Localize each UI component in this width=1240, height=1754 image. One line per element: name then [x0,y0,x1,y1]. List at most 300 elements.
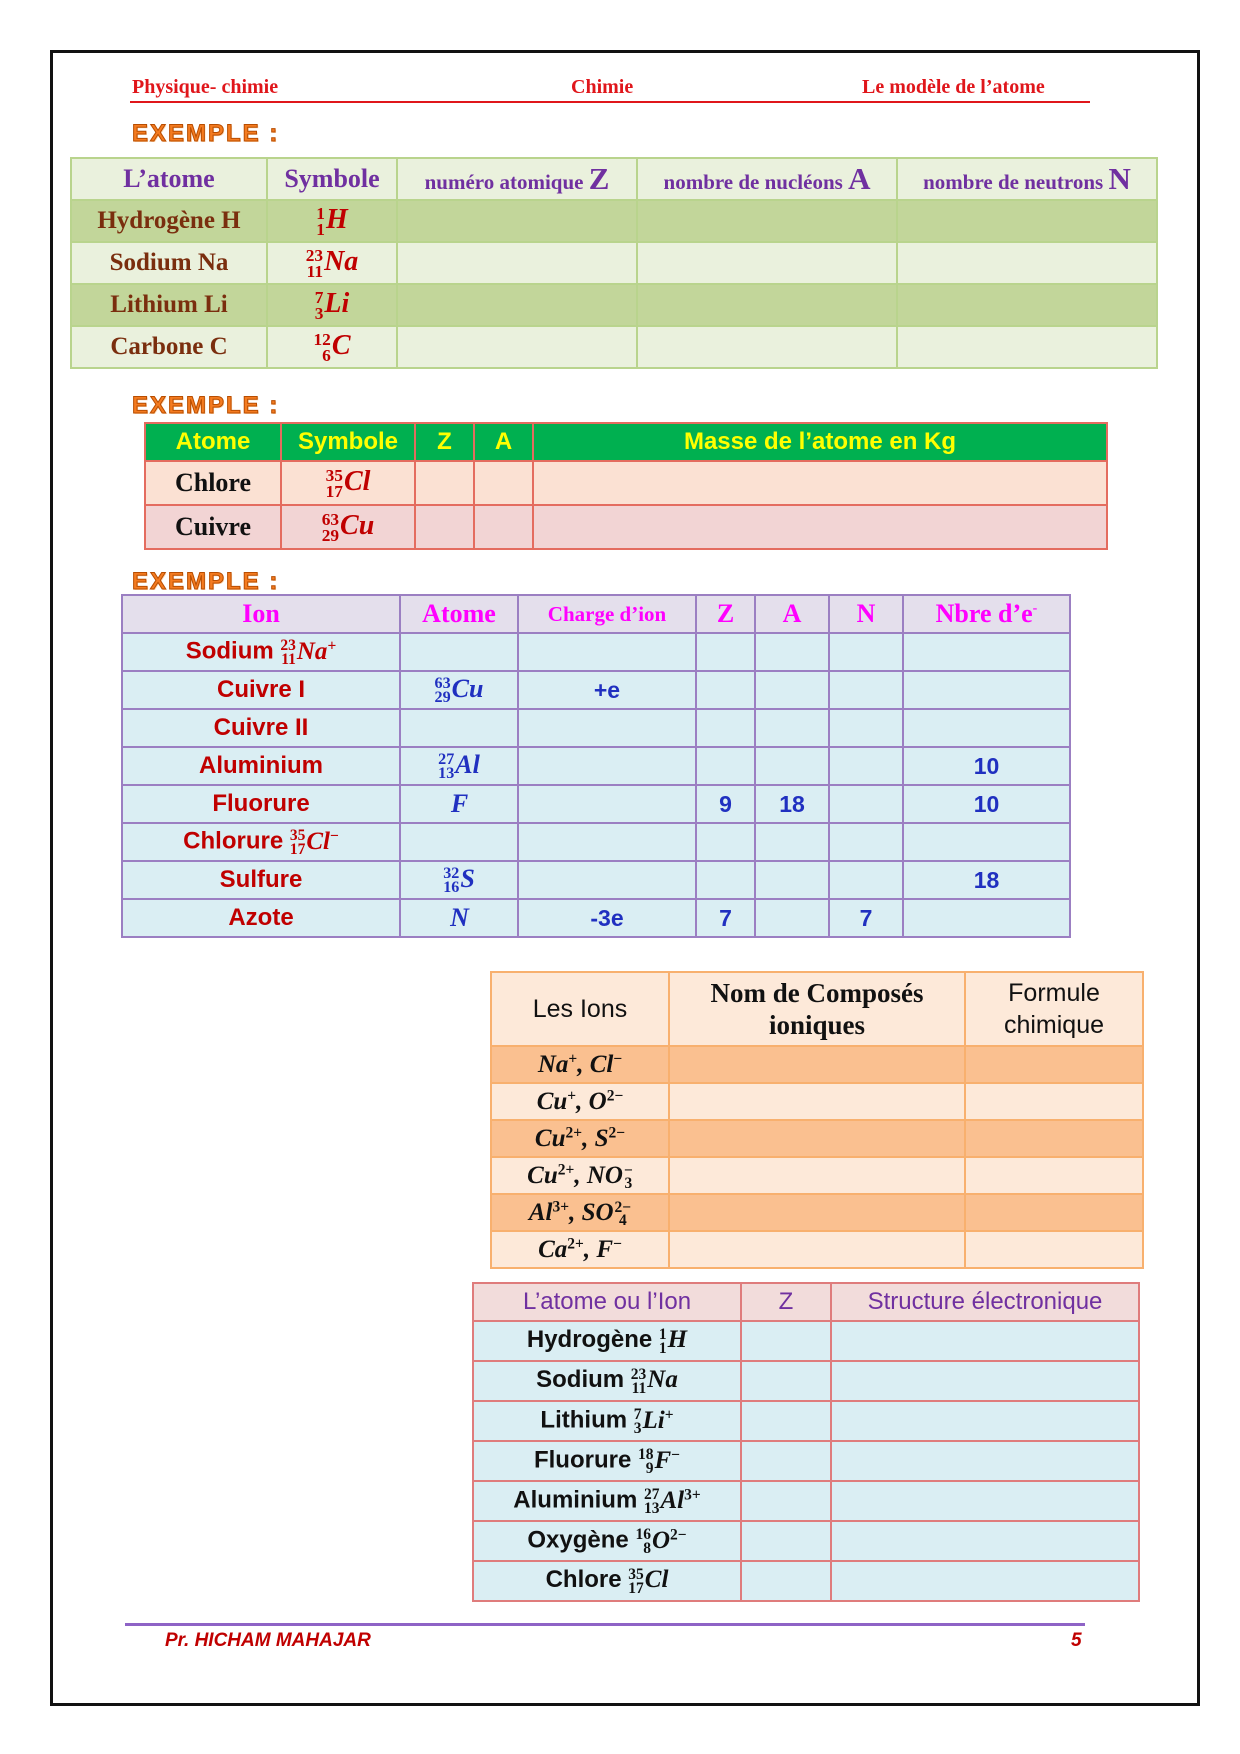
nuclide-numbers [434,674,451,707]
nuclide-symbol: 35 17 Cl [281,461,415,505]
nuclide-symbol [628,1565,669,1597]
atomic-number: 13 [643,1499,660,1517]
header-cell: nombre de neutrons N [897,158,1157,200]
table-row [473,1361,1139,1401]
structure-cell[interactable] [831,1561,1139,1601]
example-label-1: EXEMPLE : [132,120,280,147]
table-row [473,1321,1139,1361]
table-row [71,242,1157,284]
nuclide-numbers [443,864,460,897]
atom-cell[interactable] [400,709,518,747]
ionic-compounds-table [490,971,1144,1269]
header-cell: Symbole [281,423,415,461]
mass-number: 27 [643,1485,660,1503]
header-cell: Les Ions [491,972,669,1046]
table-row [473,1441,1139,1481]
header-cell: Charge d’ion [518,595,696,633]
table-row [122,823,1070,861]
structure-cell[interactable] [831,1481,1139,1521]
ion-pair: Na+, Cl− [537,1050,623,1078]
species-name: Oxygène [527,1526,636,1554]
nuclide-symbol [450,789,468,818]
electronic-structure-table [472,1282,1140,1602]
charge-cell: +e [518,671,696,709]
z-cell[interactable] [696,861,755,899]
atom-name: Cuivre [145,505,281,549]
ion-charge: 2− [608,1124,626,1142]
header-cell: Nbre d’e- [903,595,1070,633]
mass-number: 23 [280,636,296,654]
atom-cell[interactable] [400,823,518,861]
answer-cell[interactable] [637,326,897,368]
e-cell[interactable] [903,671,1070,709]
ion-charge: 2+ [567,1235,584,1253]
ion-name [122,671,400,709]
nuclide-numbers [637,1445,654,1477]
atoms-table [70,157,1158,369]
header-cell: Atome [145,423,281,461]
species-name: Fluorure [533,1446,638,1474]
ion-charge: 2− [614,1198,632,1216]
a-cell[interactable] [755,709,829,747]
ion-element: O [588,1087,607,1115]
atomic-number: 17 [289,840,306,858]
ion-label: Chlorure [183,827,290,855]
z-cell[interactable] [696,633,755,671]
nuclide-symbol [633,1405,674,1437]
atomic-number: 17 [628,1579,644,1597]
ion-element: F [596,1235,614,1263]
z-cell[interactable] [696,671,755,709]
element-symbol: Al [660,1486,685,1514]
mass-number: 7 [633,1405,642,1423]
element-symbol: O [651,1526,670,1554]
element-symbol: Li [642,1406,665,1434]
species-cell [473,1401,741,1441]
ion-charge: + [567,1087,577,1105]
table-row [473,1521,1139,1561]
element-symbol: F [450,789,469,818]
compound-name-cell[interactable] [669,1231,965,1268]
species-cell [473,1481,741,1521]
nuclide-symbol [630,1365,678,1397]
header-cell: Masse de l’atome en Kg [533,423,1107,461]
atomic-number: 8 [643,1539,651,1557]
z-cell: 9 [696,785,755,823]
atom-name: Lithium Li [71,284,267,326]
ion-name [122,747,400,785]
ion-element: Al [528,1198,553,1226]
nuclide-numbers [280,636,296,668]
table-row [491,1157,1143,1194]
element-symbol: Cl [644,1566,669,1594]
compound-name-cell[interactable] [669,1120,965,1157]
table-header-row [122,595,1070,633]
nuclide-symbol: 23 11 Na [267,242,397,284]
answer-cell[interactable] [897,200,1157,242]
ion-name [122,823,400,861]
ion-charge: + [327,637,337,655]
e-cell[interactable] [903,823,1070,861]
nuclide-numbers [438,750,455,783]
atom-cell [400,861,518,899]
formula-cell[interactable] [965,1046,1143,1083]
element-symbol: N [450,903,469,932]
table-row [491,1046,1143,1083]
atomic-number: 16 [443,879,460,897]
footer-author: Pr. HICHAM MAHAJAR [165,1630,371,1651]
header-cell: N [829,595,903,633]
nuclide-symbol [637,1445,681,1477]
a-cell[interactable] [755,747,829,785]
charge-cell[interactable] [518,709,696,747]
structure-cell[interactable] [831,1521,1139,1561]
header-cell: numéro atomique Z [397,158,637,200]
answer-cell[interactable] [897,284,1157,326]
mass-number: 18 [637,1445,654,1463]
n-cell[interactable] [829,785,903,823]
ion-charge: 2+ [565,1124,583,1142]
z-cell[interactable] [741,1521,831,1561]
ion-charge: − [613,1050,623,1068]
compound-name-cell[interactable] [669,1194,965,1231]
element-symbol: Cu [451,674,484,704]
charge-cell[interactable] [518,823,696,861]
answer-cell[interactable] [397,242,637,284]
atomic-number: 1 [658,1339,667,1357]
nuclide-symbol [434,674,484,707]
table-row [122,899,1070,937]
atomic-number: 9 [645,1459,654,1477]
answer-cell[interactable] [397,200,637,242]
n-cell[interactable] [829,747,903,785]
answer-cell[interactable] [897,242,1157,284]
atom-name: Chlore [145,461,281,505]
compound-name-cell[interactable] [669,1157,965,1194]
header-rule [130,101,1090,103]
table-row [122,747,1070,785]
answer-cell[interactable] [397,326,637,368]
table-header-row [491,972,1143,1046]
header-cell: A [474,423,533,461]
ion-charge: − [671,1446,681,1464]
page-number: 5 [1071,1630,1082,1651]
z-cell[interactable] [741,1321,831,1361]
ion-label: Sodium [185,637,281,665]
atom-cell [400,785,518,823]
ion-name [122,785,400,823]
answer-cell[interactable] [397,284,637,326]
ion-name [122,633,400,671]
compound-name-cell[interactable] [669,1046,965,1083]
nuclide-symbol: 63 29 Cu [281,505,415,549]
a-cell[interactable] [755,633,829,671]
ions-cell [491,1046,669,1083]
formula-cell[interactable] [965,1231,1143,1268]
table-header-row [71,158,1157,200]
charge-cell[interactable] [518,861,696,899]
element-symbol: Na [647,1366,678,1394]
header-cell: Symbole [267,158,397,200]
species-name: Lithium [540,1406,634,1434]
structure-cell[interactable] [831,1361,1139,1401]
header-lesson: Le modèle de l’atome [862,76,1045,98]
a-cell[interactable] [755,899,829,937]
a-cell: 18 [755,785,829,823]
nuclide-symbol [289,826,339,858]
header-chapter: Chimie [571,76,634,98]
species-cell [473,1561,741,1601]
ion-name [122,709,400,747]
table-row [491,1083,1143,1120]
nuclide-symbol [658,1325,688,1357]
header-cell: L’atome [71,158,267,200]
ion-index-charge [623,1161,633,1192]
table-row [145,461,1107,505]
mass-number: 35 [628,1565,644,1583]
e-cell[interactable] [903,633,1070,671]
atom-mass-table [144,422,1108,550]
ion-element: Cu [534,1124,566,1152]
n-cell[interactable] [829,823,903,861]
ion-name [122,861,400,899]
atomic-number: 3 [633,1419,642,1437]
atom-name: Hydrogène H [71,200,267,242]
atomic-number: 13 [438,765,455,783]
mass-number: 35 [289,826,306,844]
ion-element: Cl [589,1050,614,1078]
ion-charge: − [613,1235,622,1253]
table-row [491,1194,1143,1231]
answer-cell[interactable] [637,200,897,242]
ion-charge: 3+ [684,1486,701,1504]
ions-cell [491,1231,669,1268]
ion-charge: 2− [606,1087,624,1105]
n-cell[interactable] [829,633,903,671]
atomic-number: 11 [631,1379,647,1397]
formula-cell[interactable] [965,1120,1143,1157]
ion-charge: + [568,1050,578,1068]
table-row [71,200,1157,242]
answer-cell[interactable] [415,461,474,505]
n-cell[interactable] [829,861,903,899]
atom-name: Carbone C [71,326,267,368]
header-cell: Nom de Composés ioniques [669,972,965,1046]
e-cell[interactable] [903,709,1070,747]
nuclide-numbers [289,826,306,858]
atom-name: Sodium Na [71,242,267,284]
header-cell: Z [696,595,755,633]
footer-rule [125,1623,1085,1626]
e-cell[interactable] [903,899,1070,937]
ion-index: 4 [618,1211,627,1229]
ion-charge: 3+ [552,1198,570,1216]
table-row [122,861,1070,899]
header-cell: Z [741,1283,831,1321]
table-row [122,709,1070,747]
formula-cell[interactable] [965,1194,1143,1231]
ions-table [121,594,1071,938]
nuclide-symbol [643,1485,701,1517]
table-row [473,1481,1139,1521]
header-cell: Formule chimique [965,972,1143,1046]
nuclide-numbers [643,1485,660,1517]
table-row [122,785,1070,823]
z-cell[interactable] [696,823,755,861]
formula-cell[interactable] [965,1157,1143,1194]
compound-name-cell[interactable] [669,1083,965,1120]
charge-cell[interactable] [518,785,696,823]
ion-charge: 2− [670,1526,687,1544]
ion-index: 3 [624,1174,633,1192]
ion-pair: $Cu^{2+}$, $S^{2-}$ [534,1124,626,1152]
table-row [491,1120,1143,1157]
charge-cell: -3e [518,899,696,937]
atomic-number: 29 [434,689,451,707]
ion-name [122,899,400,937]
header-cell: Z [415,423,474,461]
ion-pair: $Ca^{2+}$, F− [538,1235,622,1263]
nuclide-numbers [658,1325,667,1357]
a-cell[interactable] [755,861,829,899]
table-row [491,1231,1143,1268]
species-name: Sodium [536,1366,631,1394]
mass-number: 63 [434,674,451,692]
answer-cell[interactable] [897,326,1157,368]
ion-label: Sulfure [219,866,303,893]
ion-pair: $Cu^{2+}$, NO − 3 [527,1161,633,1192]
element-symbol: Cl [306,827,330,855]
z-cell[interactable] [696,709,755,747]
z-cell[interactable] [696,747,755,785]
charge-cell[interactable] [518,633,696,671]
e-cell: 18 [903,861,1070,899]
ion-element: Na [537,1050,569,1078]
ions-cell [491,1120,669,1157]
element-symbol: H [667,1326,688,1354]
mass-number: 32 [443,864,460,882]
ion-element: SO [581,1198,614,1226]
a-cell[interactable] [755,823,829,861]
ion-element: NO [586,1161,623,1189]
answer-cell[interactable] [637,242,897,284]
table-header-row [473,1283,1139,1321]
nuclide-numbers [628,1565,644,1597]
answer-cell[interactable] [474,505,533,549]
element-symbol: S [460,864,475,894]
e-cell: 10 [903,785,1070,823]
ions-cell [491,1083,669,1120]
ion-label: Cuivre I [216,676,306,703]
z-cell: 7 [696,899,755,937]
answer-cell[interactable] [415,505,474,549]
ion-pair: $Al^{3+}$, SO 2− 4 [528,1198,632,1229]
ion-charge: 2+ [557,1161,575,1179]
example-label-2: EXEMPLE : [132,392,280,419]
n-cell[interactable] [829,709,903,747]
example-label-3: EXEMPLE : [132,568,280,595]
structure-cell[interactable] [831,1401,1139,1441]
charge-cell[interactable] [518,747,696,785]
species-cell [473,1361,741,1401]
table-header-row [145,423,1107,461]
z-cell[interactable] [741,1561,831,1601]
ion-charge: + [664,1406,674,1424]
header-cell: Atome [400,595,518,633]
answer-cell[interactable] [474,461,533,505]
header-cell: Structure électronique [831,1283,1139,1321]
ion-label: Azote [228,904,294,931]
mass-number: 23 [630,1365,647,1383]
element-symbol: Al [455,750,480,780]
mass-number: 16 [635,1525,651,1543]
atom-cell [400,747,518,785]
atom-cell [400,671,518,709]
species-cell [473,1441,741,1481]
element-symbol: Na [296,637,328,665]
table-row [473,1401,1139,1441]
ion-charge: − [329,827,339,845]
structure-cell[interactable] [831,1441,1139,1481]
ions-cell [491,1194,669,1231]
z-cell[interactable] [741,1361,831,1401]
answer-cell[interactable] [533,461,1107,505]
atom-cell [400,899,518,937]
ions-cell [491,1157,669,1194]
ion-element: Cu [536,1087,568,1115]
z-cell[interactable] [741,1481,831,1521]
answer-cell[interactable] [533,505,1107,549]
table-row [71,326,1157,368]
nuclide-symbol: 1 1 H [267,200,397,242]
answer-cell[interactable] [637,284,897,326]
ion-label: Fluorure [212,790,310,817]
structure-cell[interactable] [831,1321,1139,1361]
header-cell: nombre de nucléons A [637,158,897,200]
z-cell[interactable] [741,1401,831,1441]
nuclide-symbol: 7 3 Li [267,284,397,326]
nuclide-symbol: 12 6 C [267,326,397,368]
species-name: Chlore [545,1566,629,1594]
ion-label: Aluminium [199,752,323,779]
table-row [122,671,1070,709]
table-row [473,1561,1139,1601]
nuclide-numbers [630,1365,647,1397]
species-name: Hydrogène [526,1326,659,1354]
atom-cell[interactable] [400,633,518,671]
z-cell[interactable] [741,1441,831,1481]
nuclide-symbol [280,636,337,668]
formula-cell[interactable] [965,1083,1143,1120]
n-cell: 7 [829,899,903,937]
nuclide-numbers [633,1405,642,1437]
nuclide-symbol [449,903,469,932]
mass-number: 27 [438,750,455,768]
a-cell[interactable] [755,671,829,709]
mass-number: 1 [658,1325,667,1343]
ion-index-charge [614,1198,632,1229]
header-cell: A [755,595,829,633]
nuclide-symbol [635,1525,687,1557]
atomic-number: 11 [281,650,296,668]
species-name: Aluminium [513,1486,644,1514]
e-cell: 10 [903,747,1070,785]
header-subject: Physique- chimie [132,76,279,98]
header-cell: L’atome ou l’Ion [473,1283,741,1321]
header-cell: Ion [122,595,400,633]
n-cell[interactable] [829,671,903,709]
table-row [145,505,1107,549]
